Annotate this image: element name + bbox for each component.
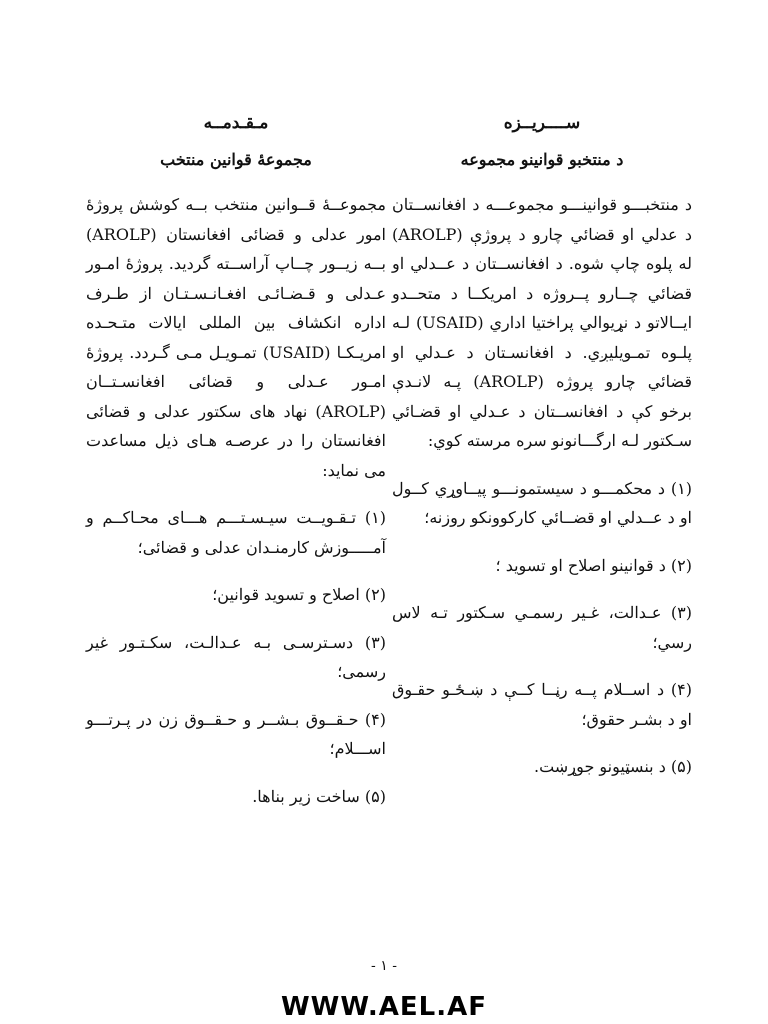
pashto-list-item: (۱) د محكمـــو د سيستمونـــو پيــاوړي كــول او د عــدلي او قضــائي كاركوونكو روزنه؛ [392,478,692,527]
pashto-heading: ســــريــزه [503,113,581,133]
dari-column [86,106,386,829]
pashto-list-item: (۵) د بنسټيونو جوړښت. [534,757,692,776]
pashto-intro-paragraph: د منتخبـــو قوانينـــو مجموعـــه د افغانســتان د عدلي او قضائي چارو د پروژې (AROLP) له پلوه چاپ شوه. د افغانســتان د عــدلي او قضائي چــارو پــروژه د امريكــا د متحــدو ايــالاتو د نړيوالي پراختيا اداري (USAID) لـه پلـوه تمـويليږي. د افغانسـتان د عـدلي او قضائي چارو پروژه (AROLP) پـه لانـدې برخو كې د افغانســتان د عـدلي او قضـائي سـكتور لـه ارگـــانونو سره مرسته كوي: [392,195,693,450]
pashto-list-item: (۲) د قوانينو اصلاح او تسويد ؛ [495,555,692,575]
dari-list-item: (۲) اصلاح و تسويد قوانين؛ [212,585,386,604]
dari-intro-paragraph: مجموعــۀ قــوانين منتخب بــه كوشش پروژۀ امور عدلی و قضائی افغانستان (AROLP) بــه زيــور چــاپ آراســته گرديد. پروژۀ امـور عـدلی و قـضـائـی افغـانـسـتـان از طـرف اداره انكشاف بين المللی ايالات متـحـده امريـكـا (USAID) تمـويـل مـی گـردد. پروژۀ امـور عـدلی و قضائی افغانسـتــان (AROLP) نهاد های سكتور عدلی و قضائی افغانستان را در عرصـه هـای ذيل مساعدت می نمايد: [86,195,386,480]
pashto-list-item: (۳) عـدالت، غـير رسمـي سـكتور تـه لاس رسي؛ [392,603,692,652]
website-footer: WWW.AEL.AF [280,992,487,1022]
dari-list-item: (۱) تـقـويــت سيـسـتـــم هـــای محـاكــم و آمـــــوزش كارمنـدان عدلی و قضائی؛ [86,508,386,557]
dari-subheading: مجموعۀ قوانين منتخب [160,150,312,169]
pashto-column [392,106,692,800]
pashto-subheading: د منتخبو قوانينو مجموعه [460,150,624,169]
page-number: - ۱ - [371,958,397,974]
dari-list-item: (۳) دسـترسـی بـه عـدالـت، سكـتـور غير رسمی؛ [86,632,386,681]
dari-list-item: (۴) حـقــوق بـشــر و حـقــوق زن در پـرتـــو اســـلام؛ [86,709,386,758]
dari-list-item: (۵) ساخت زير بناها. [252,786,386,806]
pashto-list-item: (۴) د اســلام پــه رڼــا كــې د ښـځـو حقـوق او د بشـر حقوق؛ [392,680,692,729]
dari-heading: مـقـدمــه [203,113,269,133]
